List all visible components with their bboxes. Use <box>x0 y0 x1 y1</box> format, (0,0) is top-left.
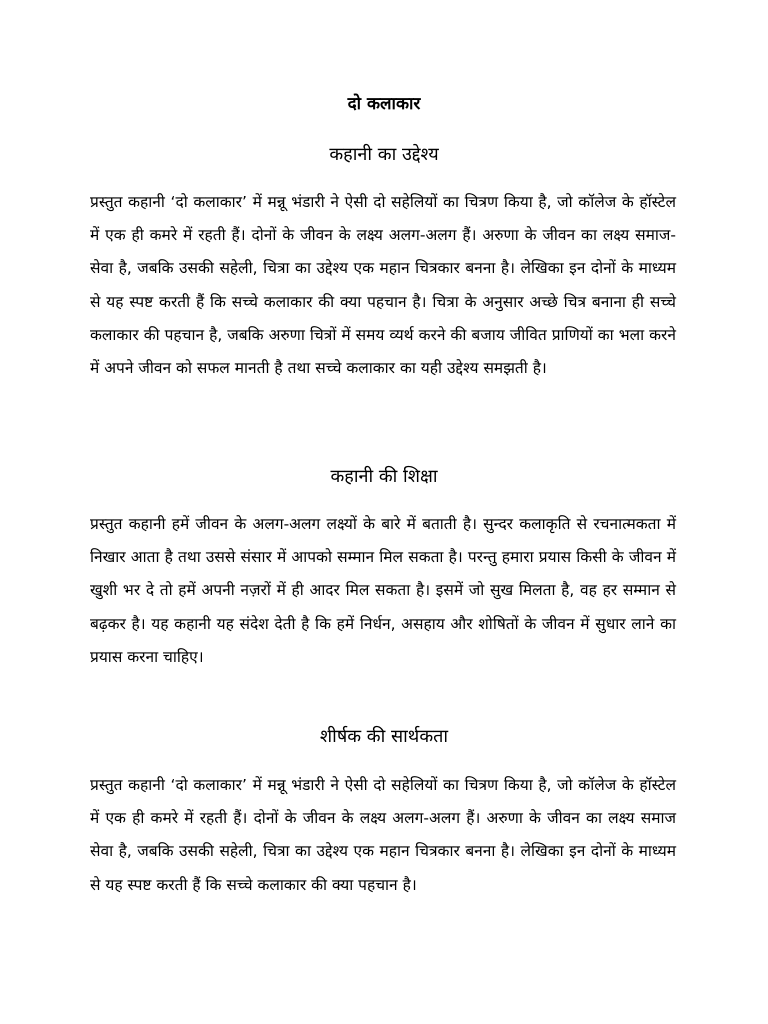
document-title: दो कलाकार <box>347 94 421 114</box>
section-paragraph-lesson: प्रस्तुत कहानी हमें जीवन के अलग-अलग लक्ष्यों के बारे में बताती है। सुन्दर कलाकृति से रचनात्मकता में निखार आता है तथा उससे संसार में आपको सम्मान मिल सकता है। परन्तु हमारा प्रयास किसी के जीवन में खुशी भर दे तो हमें अपनी नज़रों में ही आदर मिल सकता है। इसमें जो सुख मिलता है, वह हर सम्मान से बढ़कर है। यह कहानी यह संदेश देती है कि हमें निर्धन, असहाय और शोषितों के जीवन में सुधार लाने का प्रयास करना चाहिए। <box>90 515 676 666</box>
section-paragraph-title-relevance: प्रस्तुत कहानी ‘दो कलाकार’ में मन्नू भंडारी ने ऐसी दो सहेलियों का चित्रण किया है, जो कॉलेज के हॉस्टेल में एक ही कमरे में रहती हैं। दोनों के जीवन के लक्ष्य अलग-अलग हैं। अरुणा के जीवन का लक्ष्य समाज सेवा है, जबकि उसकी सहेली, चित्रा का उद्देश्य एक महान चित्रकार बनना है। लेखिका इन दोनों के माध्यम से यह स्पष्ट करती हैं कि सच्चे कलाकार की क्या पहचान है। <box>90 776 676 894</box>
section-heading-title-relevance: शीर्षक की सार्थकता <box>319 726 449 747</box>
section-paragraph-purpose: प्रस्तुत कहानी ‘दो कलाकार’ में मन्नू भंडारी ने ऐसी दो सहेलियों का चित्रण किया है, जो कॉलेज के हॉस्टेल में एक ही कमरे में रहती हैं। दोनों के जीवन के लक्ष्य अलग-अलग हैं। अरुणा के जीवन का लक्ष्य समाज-सेवा है, जबकि उसकी सहेली, चित्रा का उद्देश्य एक महान चित्रकार बनना है। लेखिका इन दोनों के माध्यम से यह स्पष्ट करती हैं कि सच्चे कलाकार की क्या पहचान है। चित्रा के अनुसार अच्छे चित्र बनाना ही सच्चे कलाकार की पहचान है, जबकि अरुणा चित्रों में समय व्यर्थ करने की बजाय जीवित प्राणियों का भला करने में अपने जीवन को सफल मानती है तथा सच्चे कलाकार का यही उद्देश्य समझती है। <box>90 193 676 378</box>
section-heading-purpose: कहानी का उद्देश्य <box>329 144 439 165</box>
section-heading-lesson: कहानी की शिक्षा <box>330 466 438 487</box>
